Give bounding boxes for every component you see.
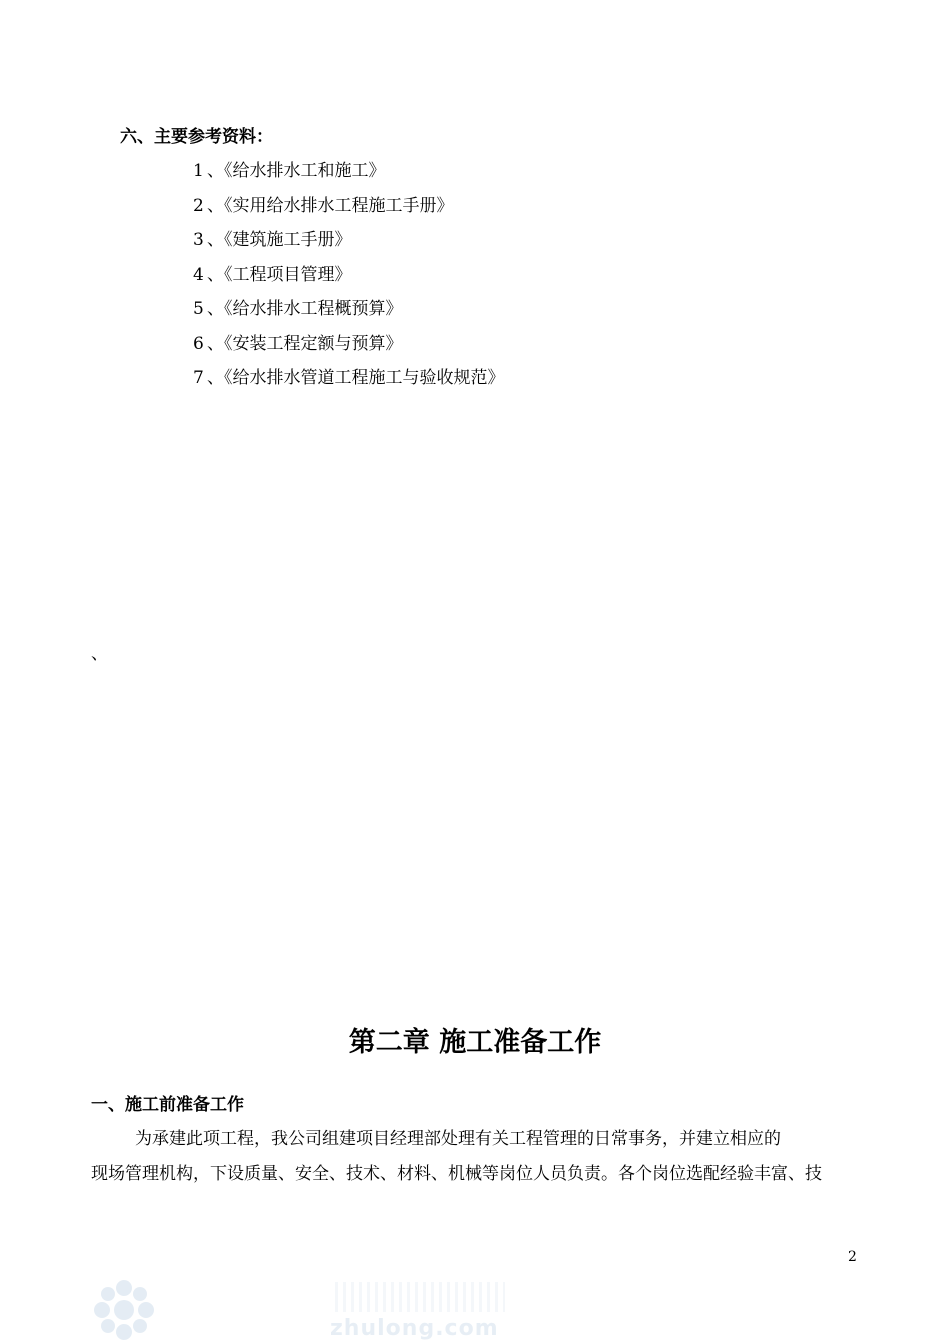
reference-item (193, 227, 505, 262)
reference-number: 7 (193, 368, 204, 388)
reference-item (193, 158, 505, 193)
reference-number: 6 (193, 333, 204, 354)
reference-number: 5 (193, 299, 204, 319)
paragraph-line: 现场管理机构，下设质量、安全、技术、材料、机械等岗位人员负责。各个岗位选配经验丰富、技 (91, 1164, 822, 1184)
reference-title: 、《工程项目管理》 (207, 264, 352, 285)
reference-number: 2 (193, 195, 204, 216)
reference-title: 、《给水排水工和施工》 (207, 161, 386, 181)
paragraph-line: 为承建此项工程，我公司组建项目经理部处理有关工程管理的日常事务，并建立相应的 (135, 1129, 781, 1149)
reference-number: 3 (193, 230, 204, 250)
reference-item (193, 193, 505, 228)
watermark-pattern (335, 1282, 505, 1312)
reference-list (193, 158, 505, 400)
reference-title: 、《安装工程定额与预算》 (207, 333, 403, 354)
reference-item (193, 296, 505, 331)
watermark (90, 1276, 510, 1344)
reference-title: 、《给水排水工程概预算》 (207, 299, 403, 319)
page-number: 2 (848, 1249, 857, 1265)
reference-title: 、《实用给水排水工程施工手册》 (207, 195, 454, 216)
reference-title: 、《给水排水管道工程施工与验收规范》 (207, 368, 505, 388)
reference-item (193, 331, 505, 366)
stray-punctuation-mark: 、 (91, 644, 108, 664)
reference-title: 、《建筑施工手册》 (207, 230, 352, 250)
subsection-heading: 一、施工前准备工作 (91, 1095, 244, 1115)
watermark-text: zhulong.com (330, 1316, 499, 1341)
snowflake-logo-icon (90, 1276, 158, 1344)
reference-item (193, 262, 505, 297)
reference-number: 1 (193, 161, 204, 181)
reference-item (193, 365, 505, 400)
reference-number: 4 (193, 264, 204, 285)
section-heading-references: 六、主要参考资料： (120, 127, 273, 147)
chapter-title: 第二章 施工准备工作 (348, 1027, 602, 1058)
